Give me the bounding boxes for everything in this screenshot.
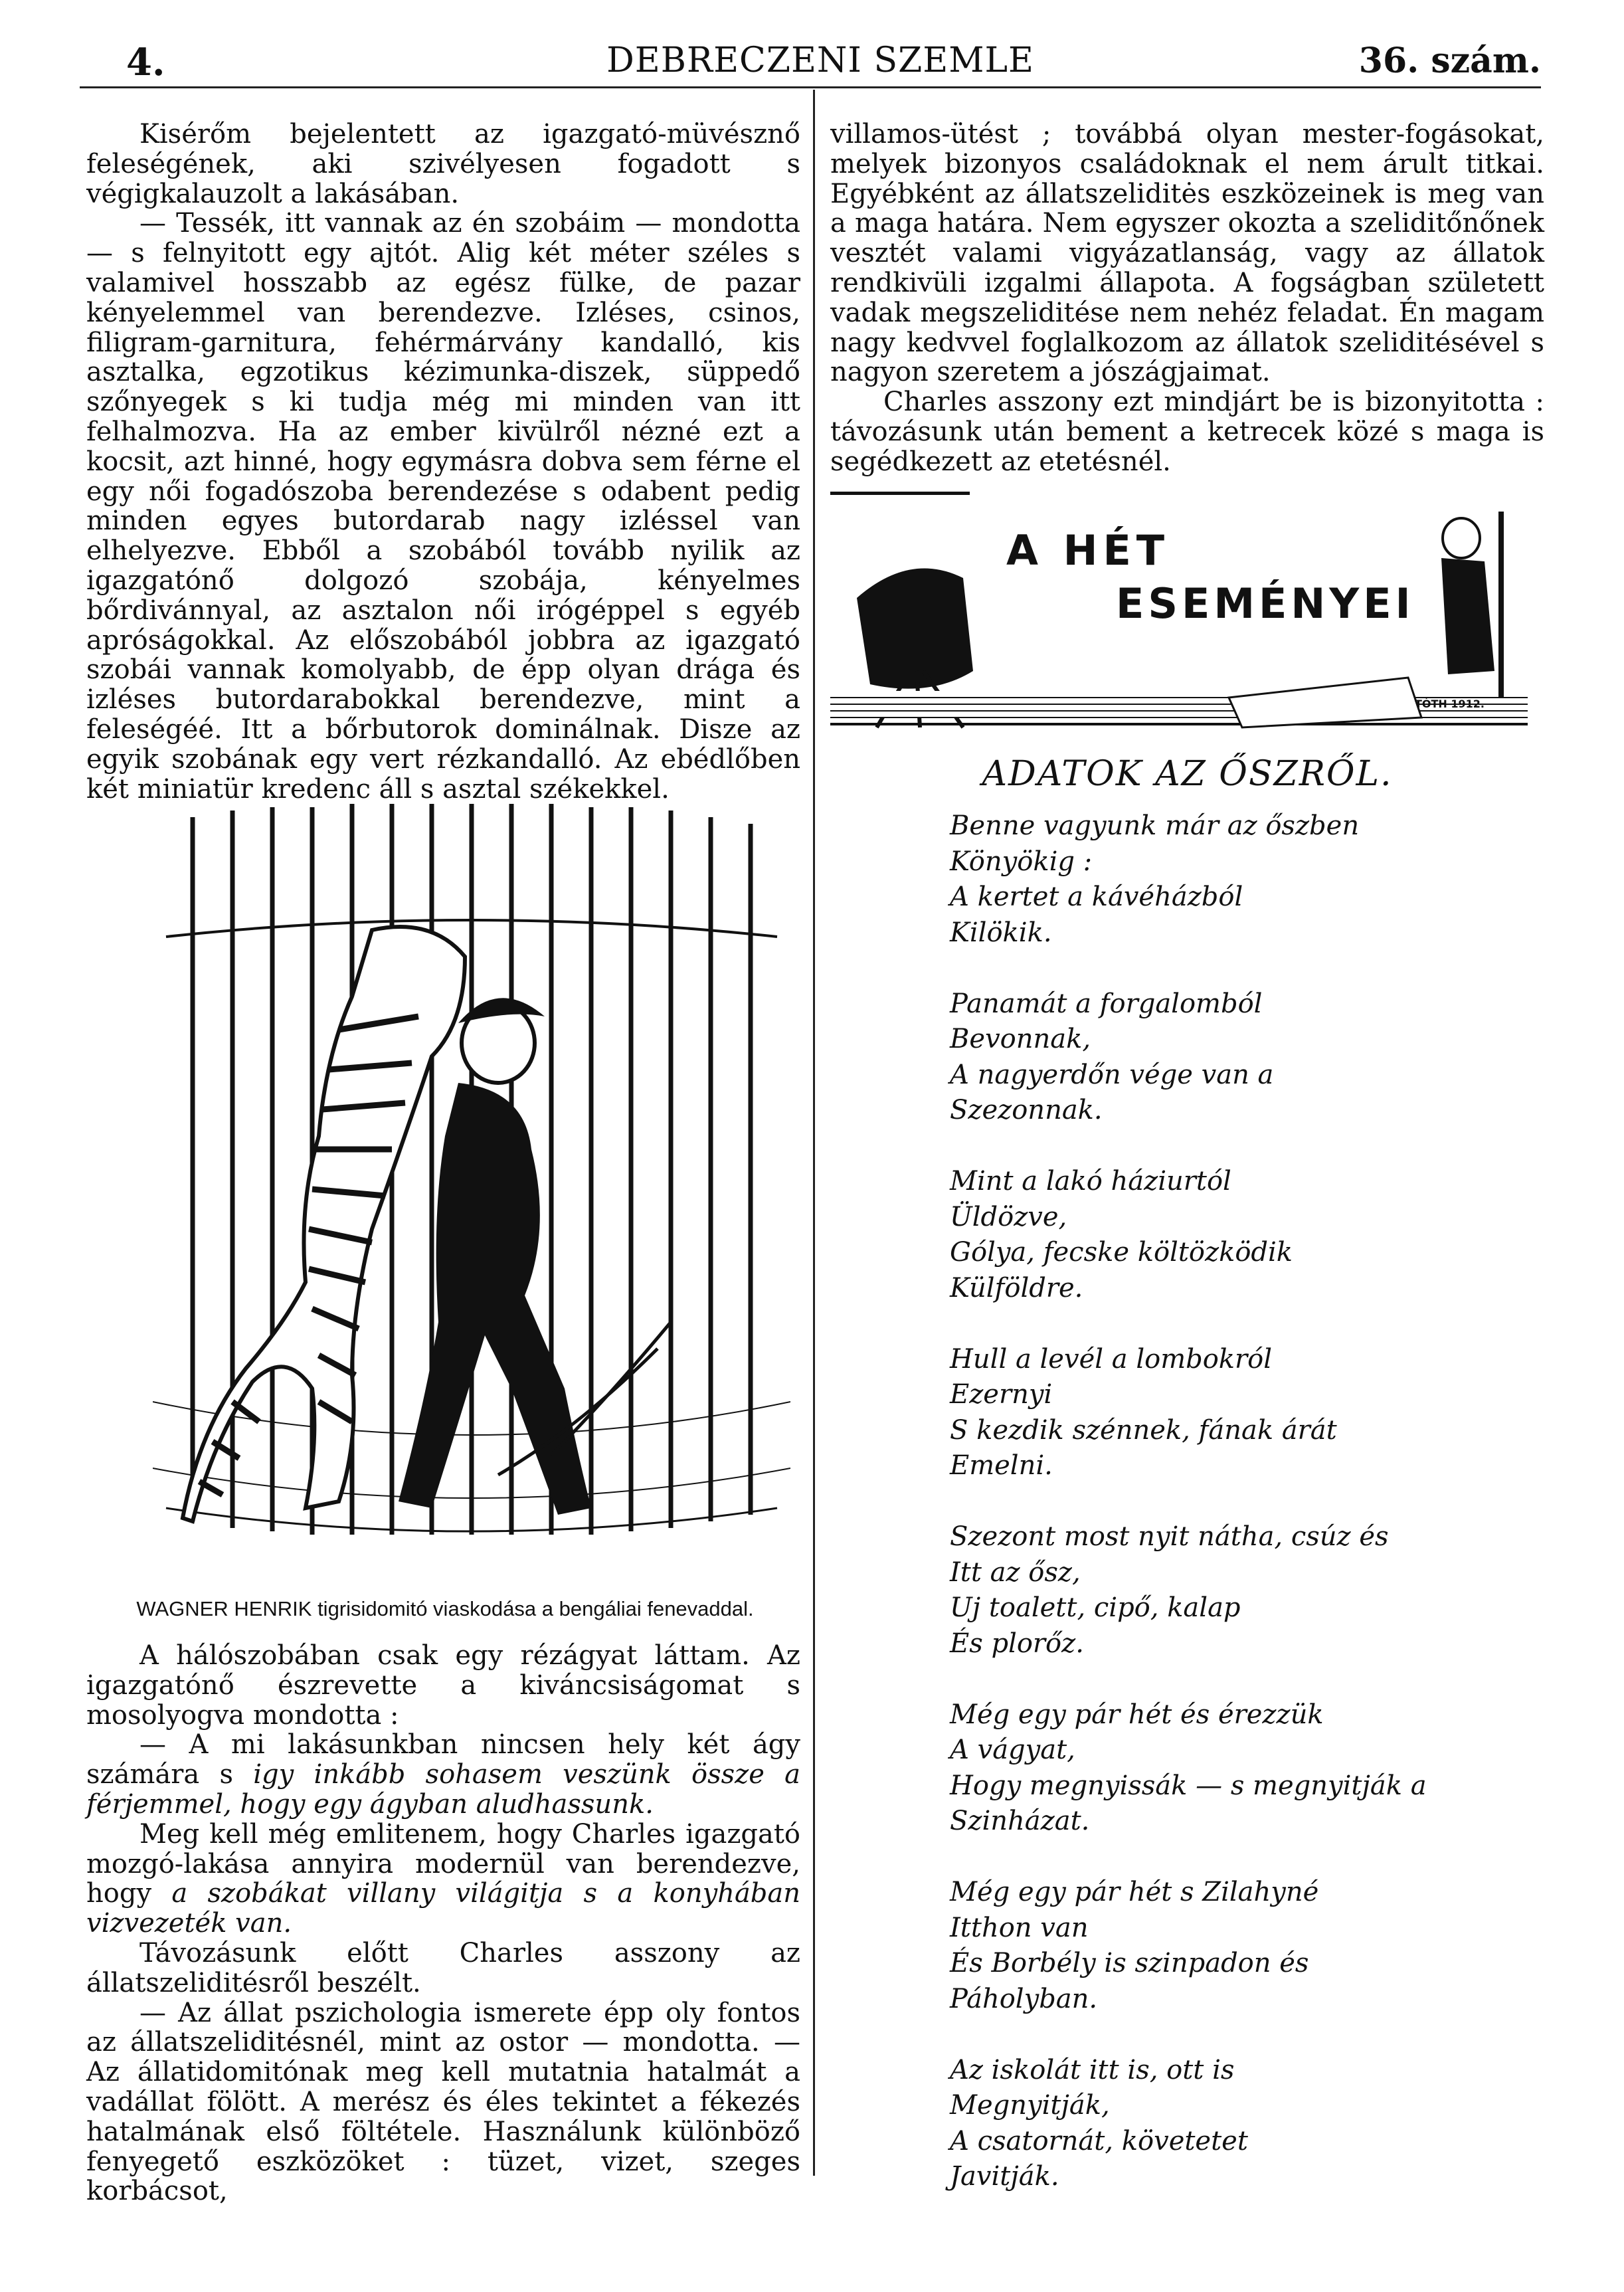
italic-text: a szobákat villany világitja s a konyhában vizvezeték van. <box>86 1878 801 1939</box>
left-column-continued <box>86 1641 800 2206</box>
paragraph-text: Meg kell még emlitenem, hogy Charles igazgató mozgó-lakása annyira modernül van berendezve, hogy <box>86 1818 800 1909</box>
artist-signature: TÓTH 1912. <box>1415 698 1485 710</box>
poem-line: Szezont most nyit nátha, csúz és <box>950 1521 1389 1552</box>
poem-stanza <box>950 987 1534 1129</box>
figure-caption: WAGNER HENRIK tigrisidomitó viaskodása a bengáliai fenevaddal. <box>136 1597 754 1620</box>
poem-line: Gólya, fecske költözködik <box>950 1237 1293 1268</box>
left-column-text <box>86 120 800 804</box>
poem-stanza <box>950 1164 1534 1306</box>
poem-stanza <box>950 1519 1534 1662</box>
paragraph: villamos-ütést ; továbbá olyan mester-fogásokat, melyek bizonyos családoknak el nem árult titkai. Egyébként az állatszeliditės eszközeinek is meg van a maga határa. Nem egyszer okozta a szeliditőnőnek vesztét valami vigyázatlanság, vagy az állatok rendkivüli izgalmi állapota. A fogságban született vadak megszeliditése nem nehéz feladat. Én magam nagy kedvvel foglalkozom az állatok szeliditésével s nagyon szeretem a jószágjaimat. <box>830 119 1544 388</box>
poem-line: És Borbély is szinpadon és <box>950 1948 1309 1978</box>
poem-line: Üldözve, <box>950 1201 1067 1232</box>
poem-line: Külföldre. <box>950 1272 1083 1303</box>
issue-number: 36. szám. <box>1358 41 1541 81</box>
poem-line: Benne vagyunk már az őszben <box>950 811 1360 841</box>
poem-line: Mint a lakó háziurtól <box>950 1166 1231 1196</box>
tiger-tamer-illustration <box>153 804 790 1581</box>
poem-line: A csatornát, követetet <box>950 2125 1248 2156</box>
poem-line: Emelni. <box>950 1450 1053 1481</box>
periodical-title: DEBRECZENI SZEMLE <box>606 41 1034 80</box>
banner-title-line2: ESEMÉNYEI <box>1116 579 1415 628</box>
banner-title-line1: A HÉT <box>1006 526 1170 575</box>
header-divider <box>80 86 1541 88</box>
paragraph <box>86 1820 800 1939</box>
paragraph: Kisérőm bejelentett az igazgató-müvésznő feleségének, aki szivélyesen fogadott s végigkalauzolt a lakásában. <box>86 119 800 209</box>
poem-stanza <box>950 1697 1534 1840</box>
right-column-text <box>830 120 1544 477</box>
paragraph: Charles asszony ezt mindjárt be is bizonyitotta : távozásunk után bement a ketrecek közé s maga is segédkezett az etetésnél. <box>830 387 1544 477</box>
poem-line: Panamát a forgalomból <box>950 988 1263 1019</box>
poem-line: Még egy pár hét s Zilahyné <box>950 1877 1319 1907</box>
poem-line: A vágyat, <box>950 1735 1075 1765</box>
page-header <box>100 37 1541 90</box>
poem-line: Szezonnak. <box>950 1095 1103 1125</box>
poem-stanza <box>950 1342 1534 1484</box>
poem-line: Szinházat. <box>950 1806 1090 1836</box>
paragraph: — Tessék, itt vannak az én szobáim — mondotta — s felnyitott egy ajtót. Alig két méter széles s valamivel hosszabb az egész fülke, de pazar kényelemmel van berendezve. Izléses, csinos, filigram-garnitura, fehérmárvány kandalló, kis asztalka, egzotikus kézimunka-diszek, süppedő szőnyegek s ki tudja még mi minden van itt felhalmozva. Ha az ember kivülről nézné ezt a kocsit, azt hinné, hogy egymásra dobva sem férne el egy női fogadószoba berendezése s odabent pedig minden egyes butordarab nagy izléssel van elhelyezve. Ebből a szobából tovább nyilik az igazgatónő dolgozó szobája, kényelmes bőrdivánnyal, az asztalon női irógéppel s egyéb apróságokkal. Az előszobából jobbra az igazgató szobái vannak komolyabb, de épp olyan drága és izléses butordarabokkal berendezve, mint a feleségéé. Itt a bőrbutorok dominálnak. Disze az egyik szobának egy vert rézkandalló. Az ebédlőben két miniatür kredenc áll s asztal székekkel. <box>86 208 800 805</box>
paragraph-text: — A mi lakásunkban nincsen hely két ágy számára s <box>86 1729 800 1790</box>
poem-stanza <box>950 2053 1534 2195</box>
section-banner <box>830 492 1528 731</box>
poem-line: S kezdik szénnek, fának árát <box>950 1414 1337 1446</box>
poem-line: Még egy pár hét és érezzük <box>950 1699 1324 1730</box>
poem-line: Hogy megnyissák — s megnyitják a <box>950 1770 1427 1801</box>
poem <box>950 809 1534 2230</box>
poem-line: Hull a levél a lombokról <box>950 1343 1273 1375</box>
poem-line: Bevonnak, <box>950 1024 1091 1054</box>
page-number: 4. <box>126 41 165 84</box>
column-divider <box>813 90 815 2176</box>
italic-text: igy inkább sohasem veszünk össze a férjemmel, hogy egy ágyban aludhassunk. <box>86 1759 800 1820</box>
poem-stanza <box>950 1875 1534 2017</box>
poem-line: Kilökik. <box>950 917 1052 948</box>
banner-rule <box>830 492 970 495</box>
poem-line: Javitják. <box>950 2161 1059 2192</box>
poem-line: És plorőz. <box>950 1628 1084 1659</box>
paragraph: Távozásunk előtt Charles asszony az állatszeliditésről beszélt. <box>86 1937 800 1998</box>
paragraph <box>86 1730 800 1819</box>
poem-line: Páholyban. <box>950 1983 1098 2014</box>
poem-line: Könyökig : <box>950 846 1093 877</box>
poem-stanza <box>950 809 1534 951</box>
poem-line: A kertet a kávéházból <box>950 882 1243 912</box>
paragraph: A hálószobában csak egy rézágyat láttam. Az igazgatónő észrevette a kiváncsiságomat s mosolyogva mondotta : <box>86 1640 800 1731</box>
poem-line: Itt az ősz, <box>950 1557 1081 1588</box>
poem-title: ADATOK AZ ŐSZRŐL. <box>982 754 1393 794</box>
poem-line: A nagyerdőn vége van a <box>950 1059 1274 1090</box>
paragraph: — Az állat pszichologia ismerete épp oly fontos az állatszeliditésnél, mint az ostor — mondotta. — Az állatidomitónak meg kell mutatnia hatalmát a vadállat fölött. A merész és éles tekintet a fékezés hatalmának első föltétele. Használunk különböző fenyegető eszközöket : tüzet, vizet, szeges korbácsot, <box>86 1997 800 2207</box>
poem-line: Itthon van <box>950 1912 1089 1943</box>
poem-line: Az iskolát itt is, ott is <box>950 2054 1235 2085</box>
poem-line: Megnyitják, <box>950 2090 1110 2121</box>
poem-line: Ezernyi <box>950 1379 1053 1410</box>
poem-line: Uj toalett, cipő, kalap <box>950 1592 1241 1623</box>
